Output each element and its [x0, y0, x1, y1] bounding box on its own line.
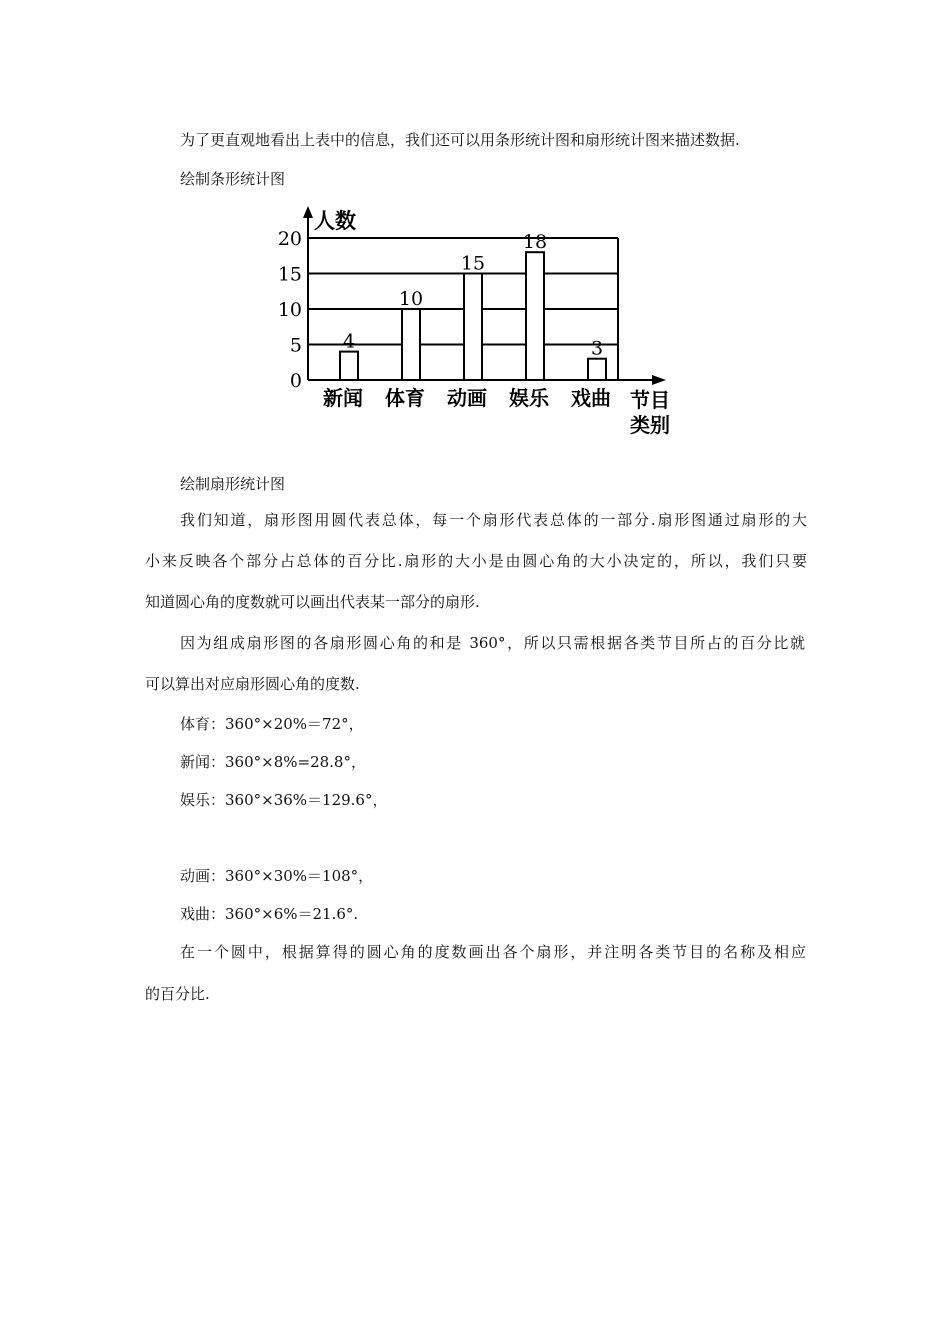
paragraph-1-line-3: 知道圆心角的度数就可以画出代表某一部分的扇形.: [145, 593, 480, 611]
intro-text: 为了更直观地看出上表中的信息，我们还可以用条形统计图和扇形统计图来描述数据.: [180, 131, 740, 149]
x-axis-label-line-2: 类别: [630, 413, 670, 437]
calc-animation: 动画：360°×30%＝108°，: [180, 867, 374, 885]
x-axis-arrow: [652, 375, 666, 385]
y-tick-label-20: 20: [277, 228, 302, 250]
x-tick-label-体育: 体育: [385, 386, 425, 410]
x-tick-label-戏曲: 戏曲: [571, 386, 611, 410]
paragraph-1-line-1: 我们知道，扇形图用圆代表总体，每一个扇形代表总体的一部分.扇形图通过扇形的大: [180, 511, 807, 529]
y-tick-label-5: 5: [289, 334, 302, 357]
pie-chart-heading: 绘制扇形统计图: [180, 475, 286, 493]
paragraph-1-line-2: 小来反映各个部分占总体的百分比.扇形的大小是由圆心角的大小决定的，所以，我们只要: [145, 552, 807, 570]
bar-戏曲: [588, 359, 606, 380]
paragraph-3-line-2: 的百分比.: [145, 985, 210, 1003]
bar-新闻: [340, 352, 358, 380]
y-tick-label-15: 15: [277, 263, 302, 286]
y-tick-label-10: 10: [277, 299, 302, 321]
x-tick-label-新闻: 新闻: [323, 386, 363, 410]
calc-opera: 戏曲：360°×6%＝21.6°.: [180, 905, 359, 923]
bar-value-label-动画: 15: [460, 252, 486, 275]
paragraph-2-line-2: 可以算出对应扇形圆心角的度数.: [145, 675, 360, 693]
bar-chart: [270, 200, 680, 440]
paragraph-3-line-1: 在一个圆中，根据算得的圆心角的度数画出各个扇形，并注明各类节目的名称及相应: [180, 943, 806, 961]
bar-动画: [464, 274, 482, 381]
bar-value-label-体育: 10: [398, 288, 424, 310]
x-axis-label-line-1: 节目: [630, 388, 670, 412]
bar-value-label-新闻: 4: [342, 330, 356, 353]
y-axis-arrow: [303, 206, 313, 218]
calc-sports: 体育：360°×20%＝72°，: [180, 715, 364, 733]
bar-chart-heading: 绘制条形统计图: [180, 170, 286, 188]
bar-value-label-戏曲: 3: [590, 337, 604, 360]
bar-体育: [402, 309, 420, 380]
calc-entertainment: 娱乐：360°×36%＝129.6°，: [180, 791, 388, 809]
x-tick-label-动画: 动画: [447, 386, 487, 410]
bar-value-label-娱乐: 18: [522, 231, 548, 254]
y-axis-label: 人数: [314, 208, 356, 233]
calc-news: 新闻：360°×8%=28.8°，: [180, 753, 366, 771]
bar-娱乐: [526, 252, 544, 380]
x-tick-label-娱乐: 娱乐: [509, 386, 549, 410]
paragraph-2-line-1: 因为组成扇形图的各扇形圆心角的和是 360°，所以只需根据各类节目所占的百分比就: [180, 634, 805, 652]
y-tick-label-0: 0: [289, 370, 302, 392]
